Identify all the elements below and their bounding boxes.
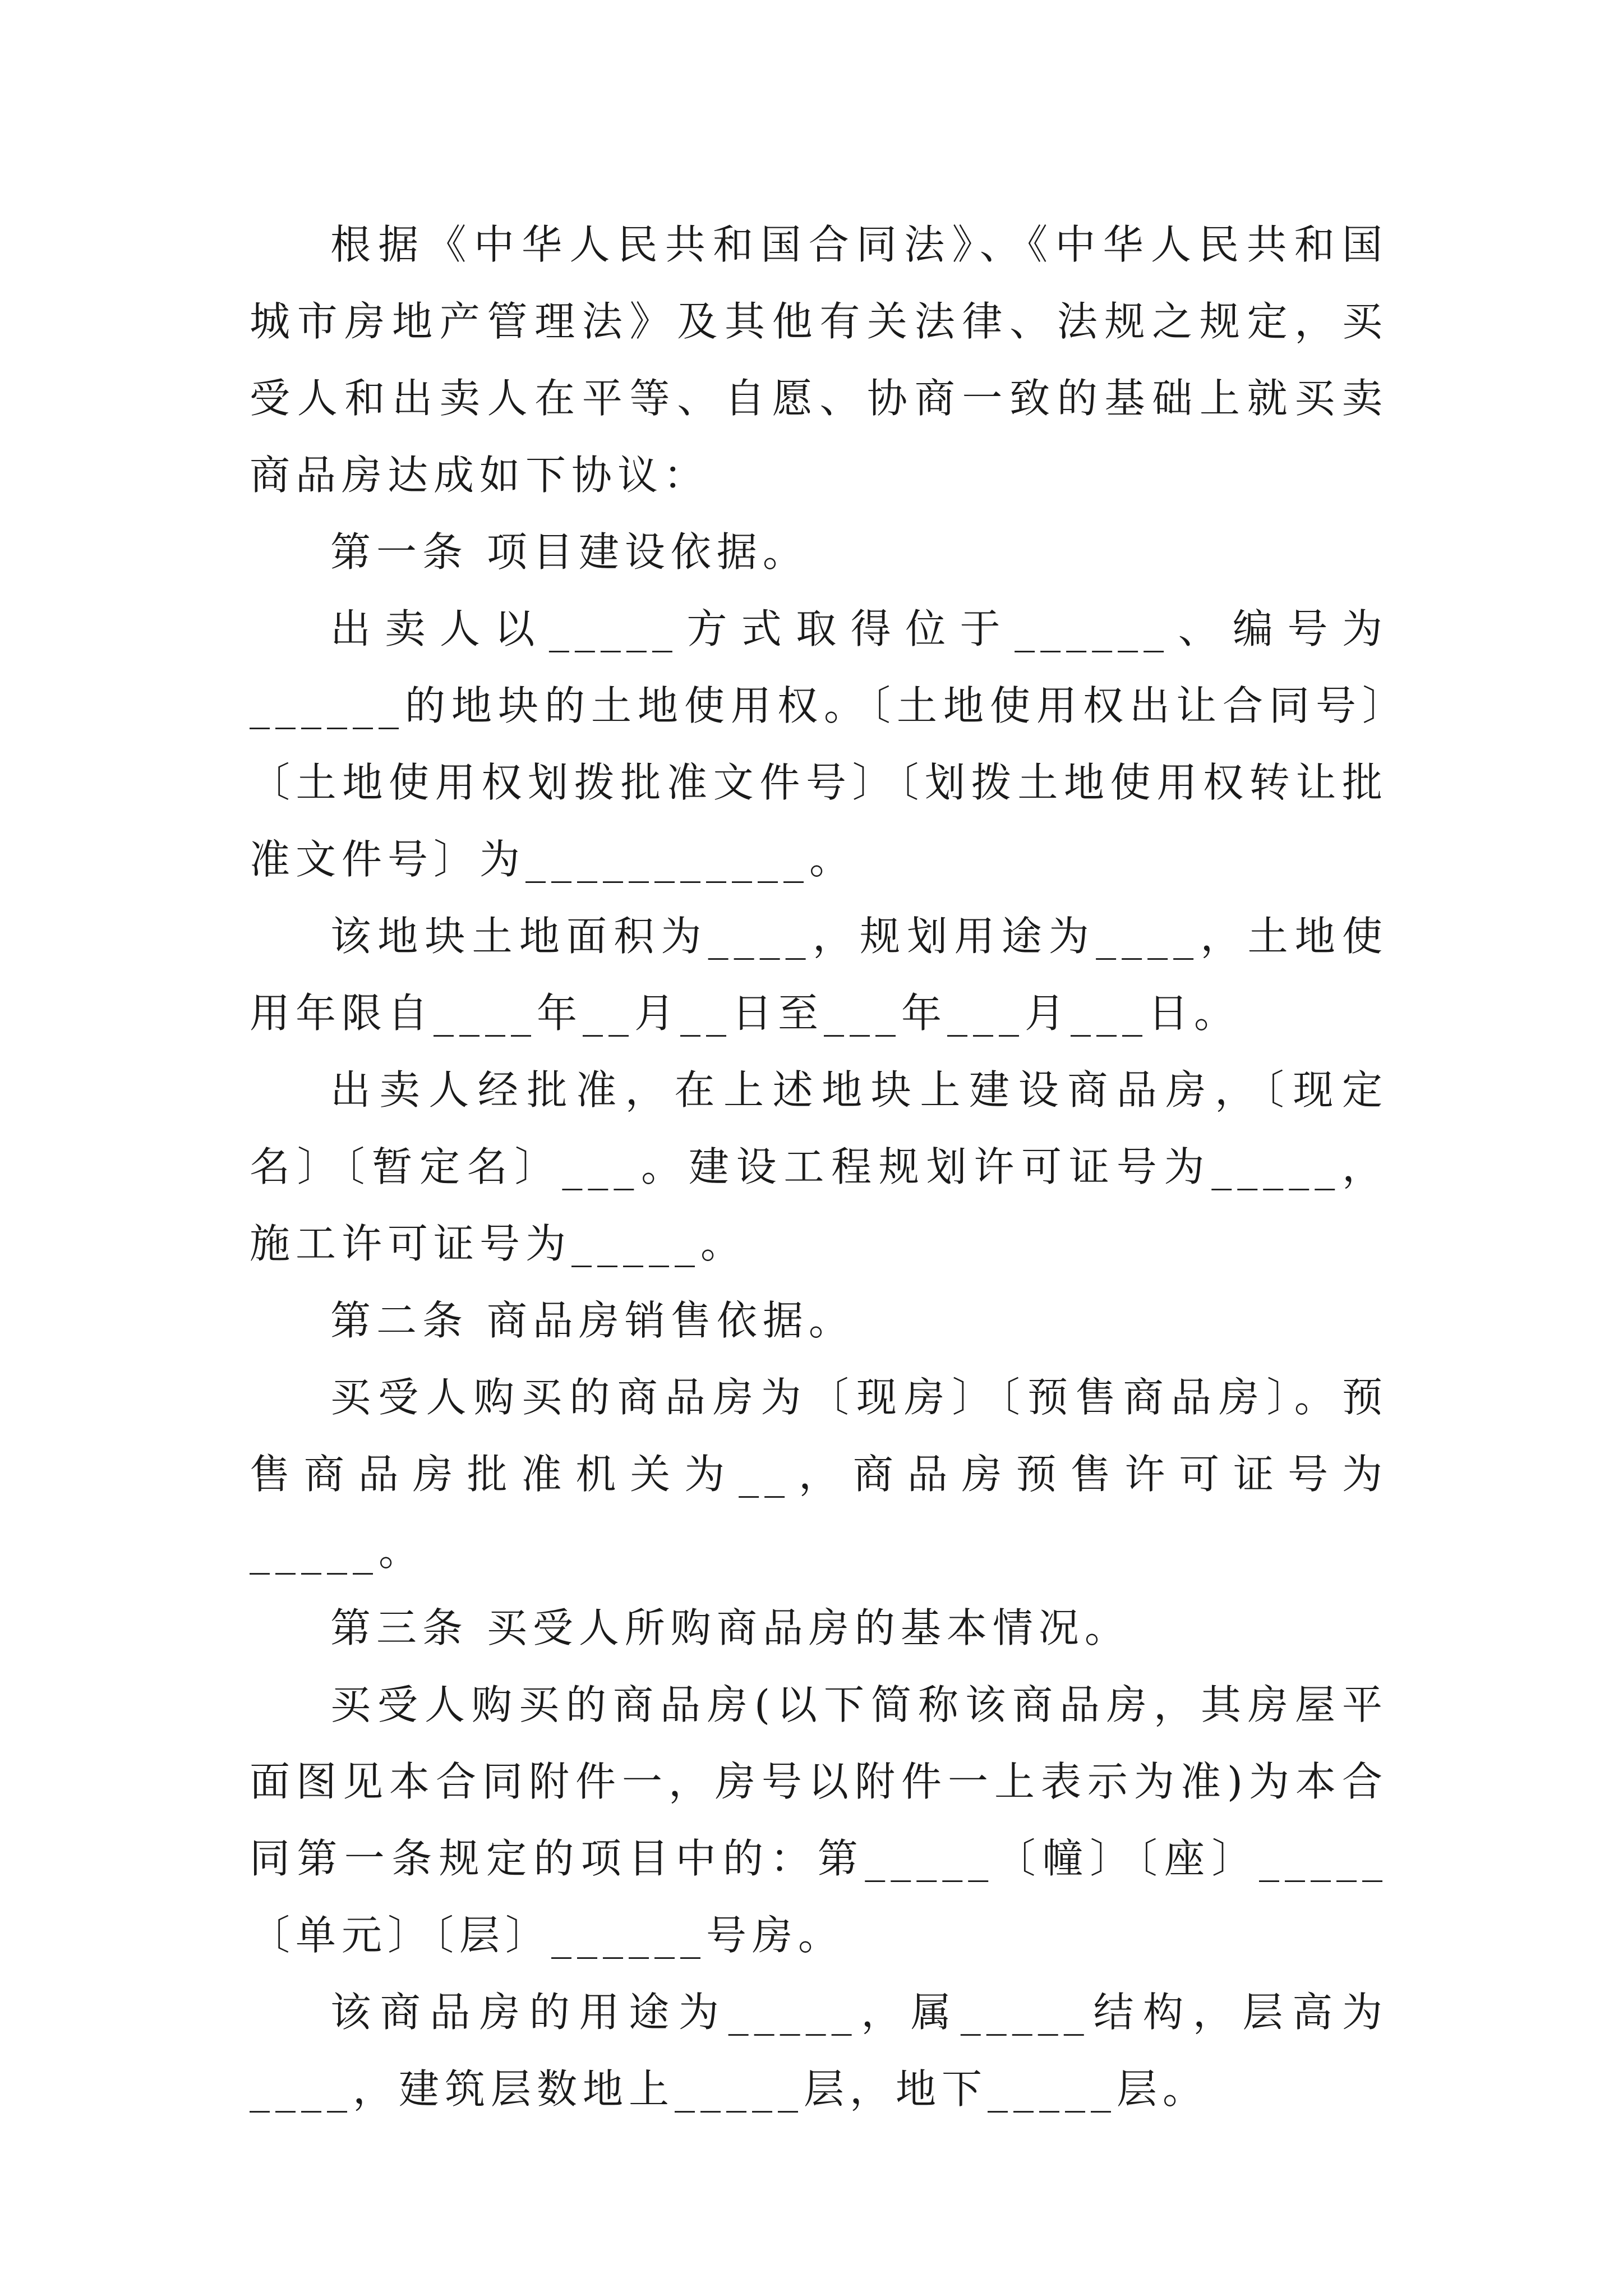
article-2-heading: 第二条 商品房销售依据。 <box>330 1297 855 1344</box>
article-1-permits: 出卖人经批准，在上述地块上建设商品房，〔现定名〕〔暂定名〕___。建设工程规划许可证号为_____，施工许可证号为_____。 <box>250 1066 1388 1267</box>
article-3-heading: 第三条 买受人所购商品房的基本情况。 <box>330 1604 1131 1651</box>
article-1-heading: 第一条 项目建设依据。 <box>330 528 809 576</box>
contract-body <box>250 206 1388 2128</box>
article-1-land-use-right: 出卖人以_____方式取得位于______、编号为______的地块的土地使用权。〔土地使用权出让合同号〕〔土地使用权划拨批准文件号〕〔划拨土地使用权转让批准文件号〕为___________。 <box>250 605 1388 883</box>
preamble-paragraph: 根据《中华人民共和国合同法》、《中华人民共和国城市房地产管理法》及其他有关法律、法规之规定，买受人和出卖人在平等、自愿、协商一致的基础上就买卖商品房达成如下协议： <box>250 221 1388 499</box>
article-1-land-area: 该地块土地面积为____，规划用途为____，土地使用年限自____年__月__日至___年___月___日。 <box>250 913 1388 1037</box>
article-3-structure: 该商品房的用途为_____，属_____结构，层高为____，建筑层数地上_____层，地下_____层。 <box>250 1989 1388 2113</box>
article-2-presale: 买受人购买的商品房为〔现房〕〔预售商品房〕。预售商品房批准机关为__，商品房预售许可证号为_____。 <box>250 1374 1388 1575</box>
article-3-unit: 买受人购买的商品房(以下简称该商品房，其房屋平面图见本合同附件一，房号以附件一上表示为准)为本合同第一条规定的项目中的：第_____〔幢〕〔座〕_____〔单元〕〔层〕______号房。 <box>250 1681 1388 1959</box>
